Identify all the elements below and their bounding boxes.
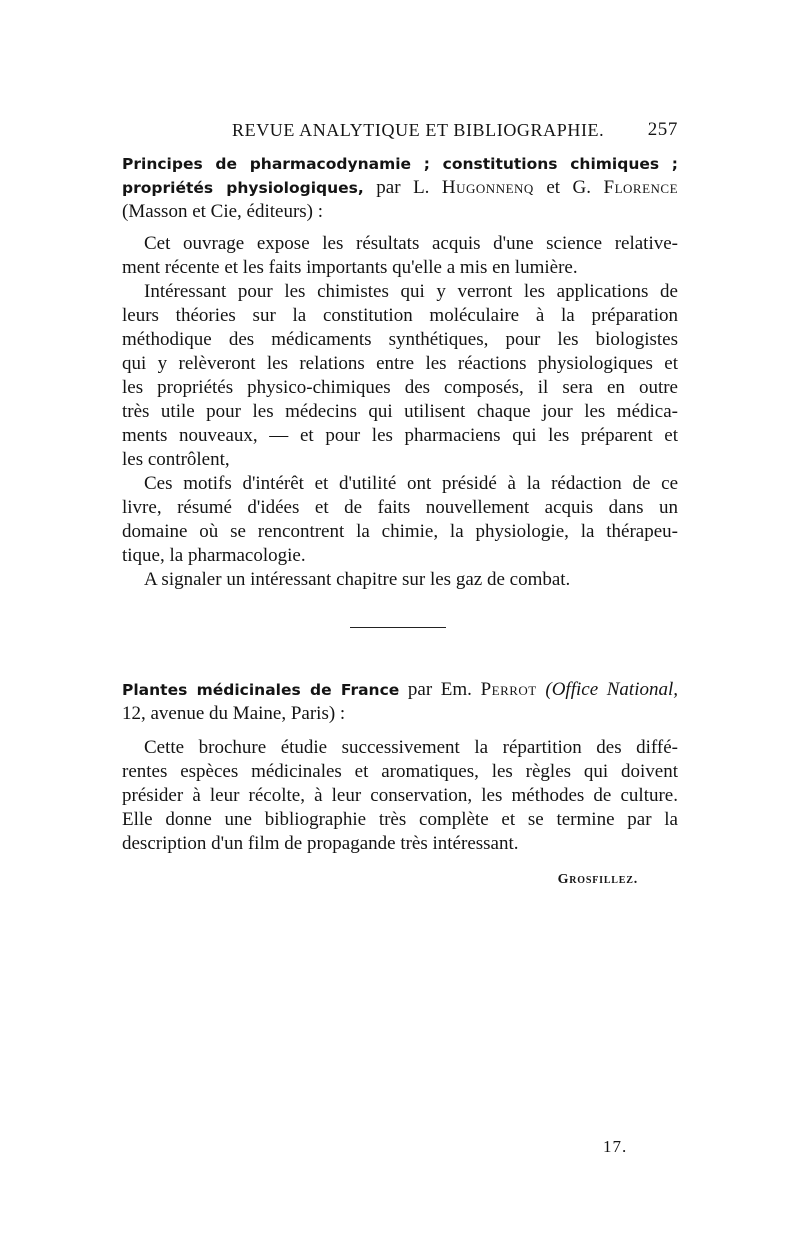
review-2-address: 12, avenue du Maine, Paris) : — [122, 703, 346, 724]
sheet-signature-mark: 17. — [603, 1137, 628, 1156]
review-1-title: Principes de pharmacodynamie ; constitutions chimiques ; — [122, 155, 678, 173]
author-name: Perrot — [480, 679, 537, 700]
body-line: description d'un film de propagande très intéressant. — [122, 833, 519, 854]
body-line: très utile pour les médecins qui utilisent chaque jour les médica- — [122, 401, 678, 422]
review-2-title: Plantes médicinales de France — [122, 681, 400, 699]
body-line: rentes espèces médicinales et aromatiques, les règles qui doivent — [122, 761, 678, 782]
body-line: ments nouveaux, — et pour les pharmaciens qui les préparent et — [122, 425, 678, 446]
author-2-name: Florence — [603, 177, 679, 198]
body-line: tique, la pharmacologie. — [122, 545, 306, 566]
author-1-initial: L. — [413, 177, 430, 198]
body-line: Cette brochure étudie successivement la répartition des diffé- — [144, 737, 678, 758]
body-line: présider à leur récolte, à leur conservation, les méthodes de culture. — [122, 785, 678, 806]
review-1-title-line-2 — [122, 176, 678, 200]
author-initial: Em. — [440, 679, 472, 700]
running-title: REVUE ANALYTIQUE ET BIBLIOGRAPHIE. — [232, 120, 605, 140]
body-line: Cet ouvrage expose les résultats acquis d'une science relative- — [144, 233, 678, 254]
par-word: par — [407, 679, 433, 700]
par-word: par — [376, 177, 401, 198]
body-line: livre, résumé d'idées et de faits nouvellement acquis dans un — [122, 497, 678, 518]
body-line: méthodique des médicaments synthétiques, pour les biologistes — [122, 329, 678, 350]
review-1-publisher: (Masson et Cie, éditeurs) : — [122, 201, 324, 222]
review-2-body — [122, 736, 678, 856]
review-1-body — [122, 232, 678, 592]
body-line: les propriétés physico-chimiques des composés, il sera en outre — [122, 377, 678, 398]
body-line: A signaler un intéressant chapitre sur les gaz de combat. — [144, 569, 571, 590]
review-2-title-line-1 — [122, 678, 678, 702]
review-2-heading — [122, 678, 678, 726]
review-1-title-line-1 — [122, 152, 678, 176]
body-line: leurs théories sur la constitution moléculaire à la préparation — [122, 305, 678, 326]
body-line: Elle donne une bibliographie très complète et se termine par la — [122, 809, 678, 830]
review-2-publisher: (Office National, — [545, 679, 679, 700]
body-line: Intéressant pour les chimistes qui y verront les applications de — [144, 281, 678, 302]
reviewer-signature: Grosfillez. — [557, 872, 638, 887]
review-1-title-continued: propriétés physiologiques, — [122, 179, 364, 197]
page-number: 257 — [647, 119, 678, 140]
body-line: qui y relèveront les relations entre les réactions physiologiques et — [122, 353, 678, 374]
review-1-heading — [122, 152, 678, 224]
author-1-name: Hugonnenq — [441, 177, 534, 198]
body-line: ment récente et les faits importants qu'elle a mis en lumière. — [122, 257, 578, 278]
author-connector: et — [546, 177, 561, 198]
section-divider — [350, 627, 446, 628]
body-line: les contrôlent, — [122, 449, 230, 470]
body-line: Ces motifs d'intérêt et d'utilité ont présidé à la rédaction de ce — [144, 473, 678, 494]
body-line: domaine où se rencontrent la chimie, la physiologie, la thérapeu- — [122, 521, 678, 542]
author-2-initial: G. — [572, 177, 592, 198]
